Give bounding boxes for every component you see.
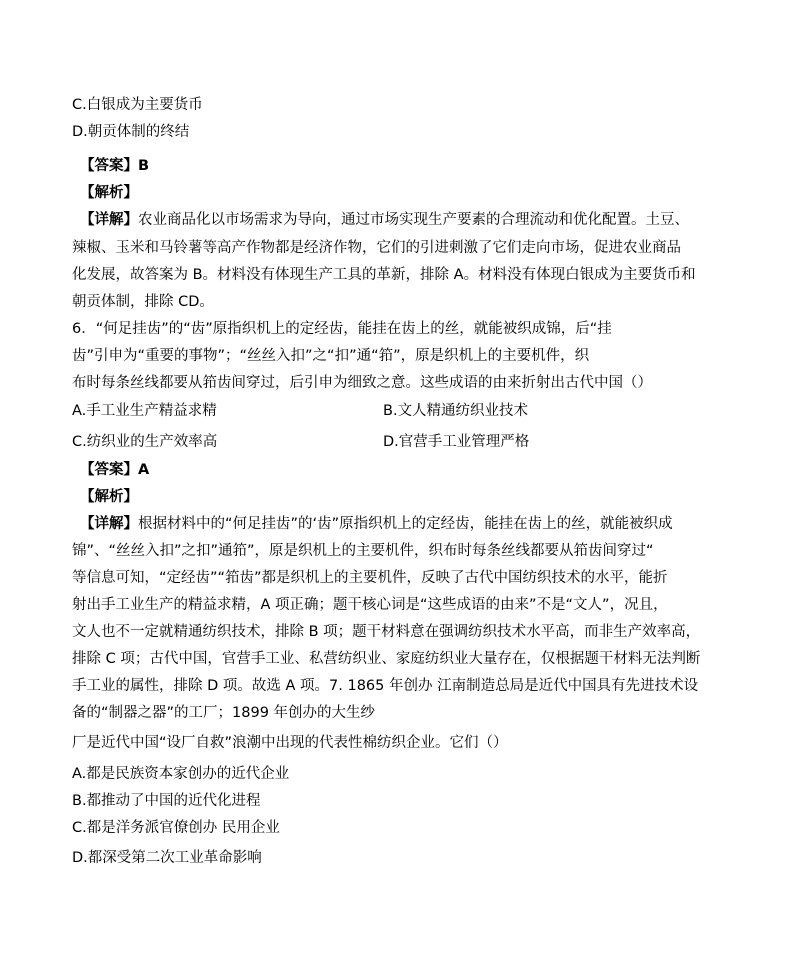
option-text: 文人精通纺织业技术: [397, 403, 529, 419]
detail-text: 农业商品化以市场需求为导向，通过市场实现生产要素的合理流动和优化配置。土豆、: [138, 212, 689, 228]
option-text: 纺织业的生产效率高: [86, 434, 218, 450]
q5-detail-line-4: 朝贡体制，排除 CD。: [72, 294, 214, 310]
q6-answer: [80, 460, 149, 480]
detail-label: 【详解】: [80, 516, 138, 532]
answer-label: 【答案】: [80, 158, 138, 174]
q7-stem-line-1: 厂是近代中国“设厂自救”浪潮中出现的代表性棉纺织企业。它们（）: [72, 735, 508, 751]
q6-detail-line-4: 射出手工业生产的精益求精，A 项正确；题干核心词是“这些成语的由来”不是“文人”，况且，: [72, 597, 668, 613]
option-text: 都是民族资本家创办的近代企业: [86, 766, 290, 782]
option-letter: B.: [383, 403, 398, 419]
option-text: 都是洋务派官僚创办 民用企业: [86, 820, 280, 836]
q5-detail-line-3: 化发展，故答案为 B。材料没有体现生产工具的革新，排除 A。材料没有体现白银成为主要货币和: [72, 267, 696, 283]
option-letter: D.: [72, 850, 88, 866]
q6-detail-line-6: 排除 C 项；古代中国，官营手工业、私营纺织业、家庭纺织业大量存在，仅根据题干材料无法判断: [72, 651, 701, 667]
q6-detail-line-7: 手工业的属性，排除 D 项。故选 A 项。7. 1865 年创办 江南制造总局是近代中国具有先进技术设: [72, 678, 699, 694]
q6-detail-line-2: 锦”、“丝丝入扣”之扣”通筘”，原是织机上的主要机件，织布时每条丝线都要从筘齿间穿过“: [72, 543, 654, 559]
option-letter: C.: [72, 434, 87, 450]
option-text: 白银成为主要货币: [86, 97, 203, 113]
option-text: 都深受第二次工业革命影响: [87, 850, 262, 866]
q5-analysis-label: 【解析】: [80, 185, 138, 201]
q6-detail-line-8: 备的“制器之器”的工厂；1899 年创办的大生纱: [72, 705, 376, 721]
detail-text: 根据材料中的“何足挂齿”的‘齿”原指织机上的定经齿，能挂在齿上的丝，就能被织成: [138, 516, 673, 532]
q5-option-c: [72, 95, 203, 115]
q6-stem-line-1: 6．“何足挂齿”的“齿”原指织机上的定经齿，能挂在齿上的丝，就能被织成锦，后“挂: [72, 321, 612, 337]
option-letter: D.: [383, 434, 399, 450]
q6-option-d: [383, 432, 529, 452]
q6-detail-line-3: 等信息可知，“定经齿”“筘齿”都是织机上的主要机件，反映了古代中国纺织技术的水平，能折: [72, 570, 668, 586]
option-text: 官营手工业管理严格: [398, 434, 530, 450]
q6-stem-line-2: 齿”引申为“重要的事物”；“丝丝入扣”之“扣”通“筘”，原是织机上的主要机件，织: [72, 348, 590, 364]
q5-answer: [80, 156, 149, 176]
option-letter: C.: [72, 97, 87, 113]
option-text: 都推动了中国的近代化进程: [86, 793, 261, 809]
q5-detail-line-2: 辣椒、玉米和马铃薯等高产作物都是经济作物，它们的引进刺激了它们走向市场，促进农业商品: [72, 240, 681, 256]
option-letter: A.: [72, 403, 87, 419]
q7-option-a: [72, 764, 289, 784]
q6-stem-line-3: 布时每条丝线都要从筘齿间穿过，后引申为细致之意。这些成语的由来折射出古代中国（）: [72, 375, 652, 391]
q5-detail-line-1: [80, 210, 689, 230]
q5-option-d: [72, 122, 189, 142]
option-letter: B.: [72, 793, 87, 809]
q6-detail-line-5: 文人也不一定就精通纺织技术，排除 B 项；题干材料意在强调纺织技术水平高，而非生产效率高，: [72, 624, 701, 640]
q6-detail-line-1: [80, 514, 673, 534]
option-text: 手工业生产精益求精: [86, 403, 217, 419]
q6-option-c: [72, 432, 217, 452]
q6-analysis-label: 【解析】: [80, 489, 138, 505]
detail-label: 【详解】: [80, 212, 138, 228]
q7-option-c: [72, 818, 280, 838]
option-text: 朝贡体制的终结: [87, 124, 190, 140]
answer-label: 【答案】: [80, 462, 138, 478]
q6-option-b: [383, 401, 528, 421]
option-letter: A.: [72, 766, 87, 782]
q6-option-a: [72, 401, 217, 421]
answer-value: B: [138, 158, 150, 174]
option-letter: C.: [72, 820, 87, 836]
q7-option-d: [72, 848, 262, 868]
answer-value: A: [138, 462, 150, 478]
option-letter: D.: [72, 124, 88, 140]
q7-option-b: [72, 791, 261, 811]
